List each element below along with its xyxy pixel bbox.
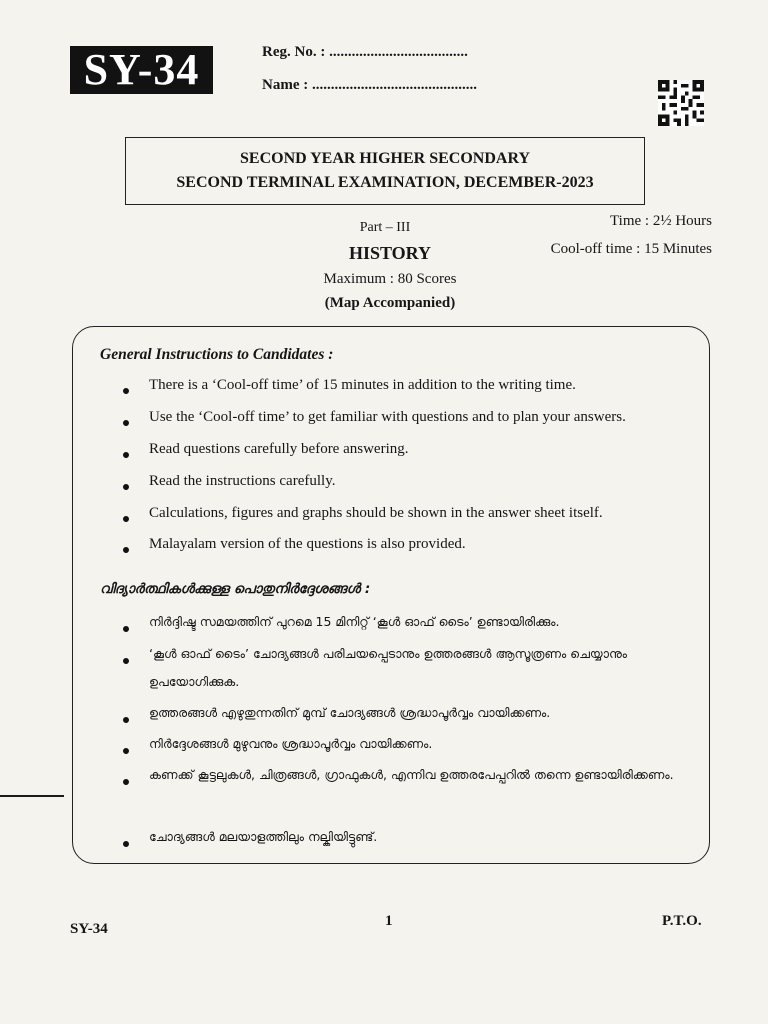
malayalam-heading: വിദ്യാർത്ഥികൾക്കുള്ള പൊതുനിർദ്ദേശങ്ങൾ : bbox=[100, 581, 371, 597]
bullet-icon bbox=[123, 748, 129, 754]
instruction-item: Calculations, figures and graphs should be shown in the answer sheet itself. bbox=[149, 505, 603, 521]
reg-no-field: Reg. No. : ..................................... bbox=[262, 44, 468, 60]
pto-label: P.T.O. bbox=[662, 913, 702, 929]
title-line-2: SECOND TERMINAL EXAMINATION, DECEMBER-2023 bbox=[176, 174, 594, 191]
bullet-icon bbox=[123, 547, 129, 553]
instruction-item: Read the instructions carefully. bbox=[149, 473, 336, 489]
instruction-item: Use the ‘Cool-off time’ to get familiar with questions and to plan your answers. bbox=[149, 409, 626, 425]
bullet-icon bbox=[123, 484, 129, 490]
exam-title-box bbox=[125, 137, 645, 205]
margin-mark bbox=[0, 795, 64, 797]
title-line-1: SECOND YEAR HIGHER SECONDARY bbox=[240, 150, 530, 167]
bullet-icon bbox=[123, 658, 129, 664]
subject-title: HISTORY bbox=[348, 243, 432, 263]
bullet-icon bbox=[123, 626, 129, 632]
max-scores: Maximum : 80 Scores bbox=[323, 271, 457, 287]
cool-off-label: Cool-off time : 15 Minutes bbox=[550, 241, 712, 257]
instruction-item: Read questions carefully before answering. bbox=[149, 441, 409, 457]
instructions-heading: General Instructions to Candidates : bbox=[100, 346, 334, 363]
bullet-icon bbox=[123, 388, 129, 394]
instruction-item: Malayalam version of the questions is also provided. bbox=[149, 536, 466, 552]
malayalam-item: ഉത്തരങ്ങൾ എഴുതുന്നതിന് മുമ്പ് ചോദ്യങ്ങൾ ശ്രദ്ധാപൂർവ്വം വായിക്കണം. bbox=[149, 705, 551, 720]
malayalam-item: ‘കൂൾ ഓഫ് ടൈം’ ചോദ്യങ്ങൾ പരിചയപ്പെടാനും ഉത്തരങ്ങൾ ആസൂത്രണം ചെയ്യാനും ഉപയോഗിക്കുക. bbox=[149, 646, 628, 689]
time-label: Time : 2½ Hours bbox=[610, 213, 712, 229]
part-label: Part – III bbox=[359, 220, 411, 235]
malayalam-item: കണക്ക് കൂട്ടലുകൾ, ചിത്രങ്ങൾ, ഗ്രാഫുകൾ, എന്നിവ ഉത്തരപേപ്പറിൽ തന്നെ ഉണ്ടായിരിക്കണം. bbox=[149, 767, 674, 782]
malayalam-item: നിർദ്ദിഷ്ട സമയത്തിന് പുറമെ 15 മിനിറ്റ് ‘കൂൾ ഓഫ് ടൈം’ ഉണ്ടായിരിക്കും. bbox=[149, 614, 560, 629]
bullet-icon bbox=[123, 779, 129, 785]
malayalam-item: ചോദ്യങ്ങൾ മലയാളത്തിലും നല്കിയിട്ടുണ്ട്. bbox=[149, 829, 378, 844]
bullet-icon bbox=[123, 841, 129, 847]
qr-code-icon bbox=[658, 80, 704, 126]
map-note: (Map Accompanied) bbox=[324, 295, 456, 311]
bullet-icon bbox=[123, 717, 129, 723]
name-field: Name : ............................................ bbox=[262, 77, 477, 93]
bullet-icon bbox=[123, 420, 129, 426]
bullet-icon bbox=[123, 452, 129, 458]
bullet-icon bbox=[123, 516, 129, 522]
instruction-item: There is a ‘Cool-off time’ of 15 minutes in addition to the writing time. bbox=[149, 377, 576, 393]
page-number: 1 bbox=[385, 913, 393, 929]
footer-code: SY-34 bbox=[70, 921, 108, 937]
malayalam-item: നിർദ്ദേശങ്ങൾ മുഴുവനും ശ്രദ്ധാപൂർവ്വം വായിക്കണം. bbox=[149, 736, 433, 751]
paper-code-badge: SY-34 bbox=[70, 46, 213, 94]
